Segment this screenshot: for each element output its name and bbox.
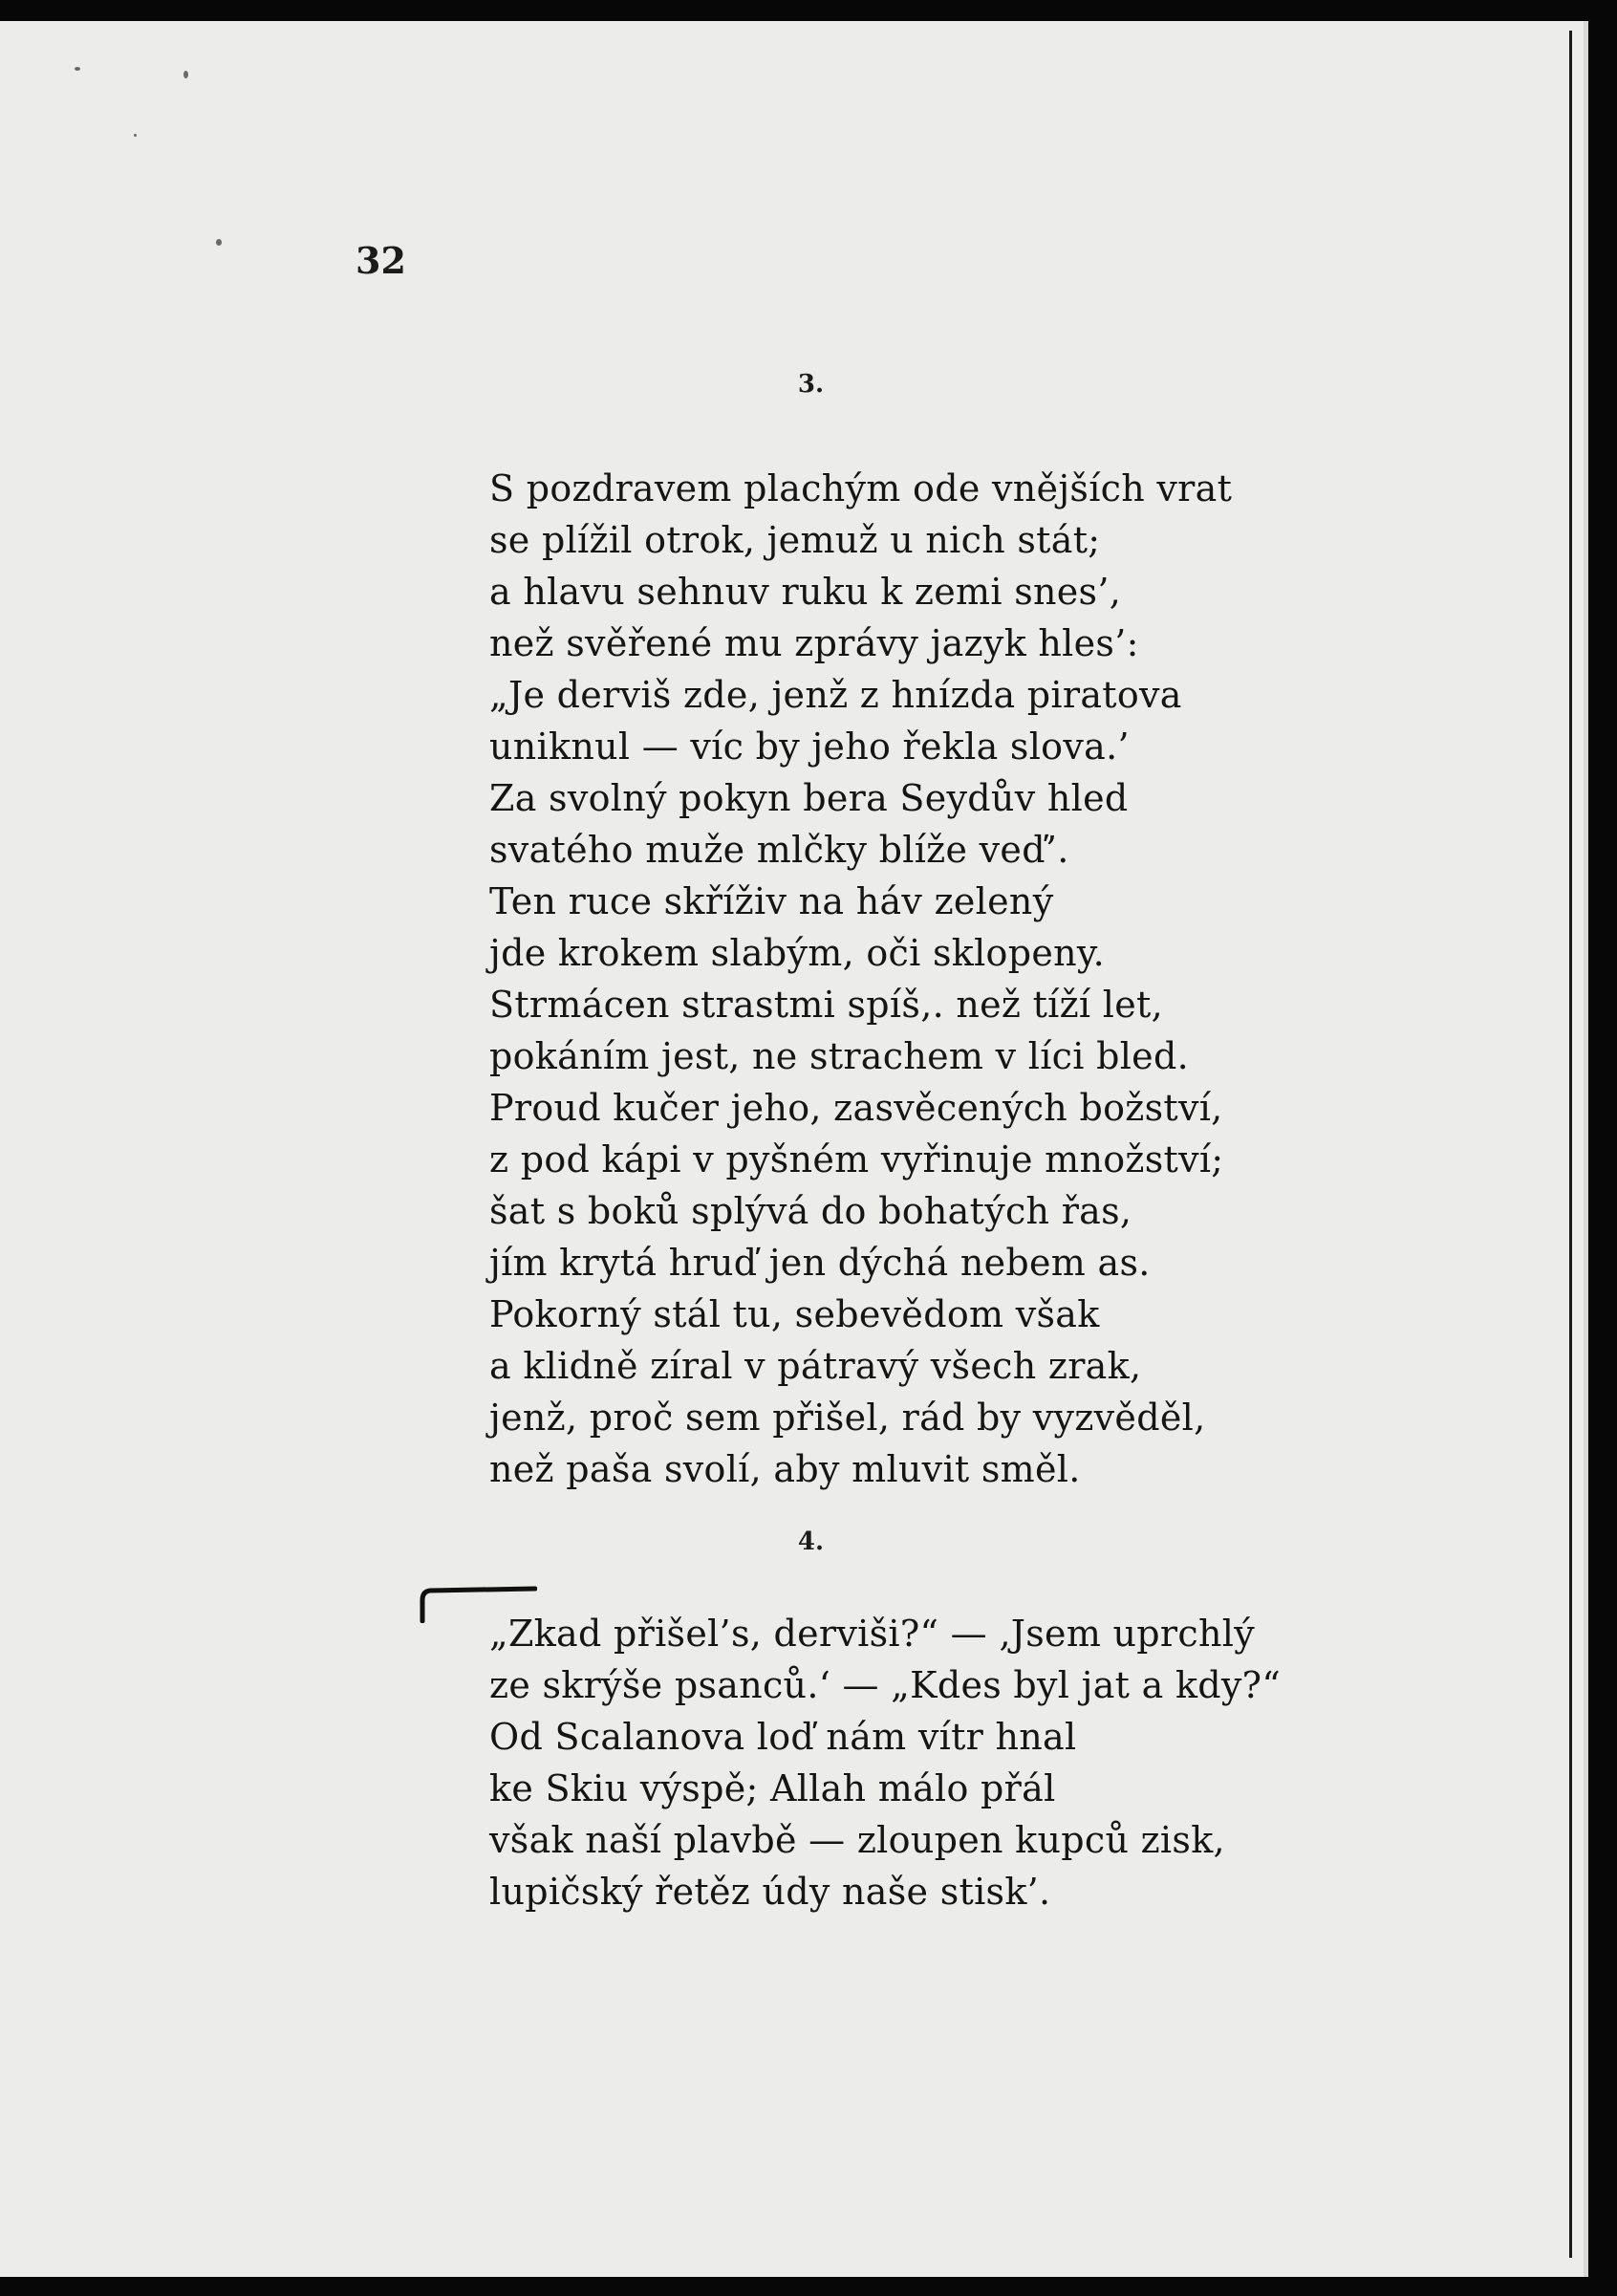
verse-line: Za svolný pokyn bera Seydův hled: [489, 777, 1129, 819]
verse-line: Ten ruce skříživ na háv zelený: [489, 880, 1054, 922]
poem-stanza-3: [489, 463, 1232, 1495]
print-speck: [75, 67, 80, 71]
verse-line: šat s boků splývá do bohatých řas,: [489, 1190, 1132, 1232]
section-number-3: 3.: [797, 370, 825, 399]
verse-line: ke Skiu výspě; Allah málo přál: [489, 1767, 1056, 1809]
verse-line: „Je derviš zde, jenž z hnízda piratova: [489, 674, 1182, 716]
page-edge-shadow: [1569, 31, 1572, 2258]
verse-line: svatého muže mlčky blíže veď’.: [489, 829, 1069, 871]
verse-line: pokáním jest, ne strachem v líci bled.: [489, 1035, 1189, 1077]
verse-line: a klidně zíral v pátravý všech zrak,: [489, 1345, 1142, 1387]
verse-line: z pod kápi v pyšném vyřinuje množství;: [489, 1138, 1224, 1180]
verse-line: „Zkad přišel’s, derviši?“ — ‚Jsem uprchlý: [489, 1613, 1255, 1655]
print-speck: [183, 71, 188, 78]
book-page: [0, 21, 1588, 2277]
verse-line: Od Scalanova loď nám vítr hnal: [489, 1716, 1077, 1758]
section-number-4: 4.: [797, 1527, 825, 1556]
verse-line: uniknul — víc by jeho řekla slova.’: [489, 726, 1130, 768]
verse-line: než svěřené mu zprávy jazyk hles’:: [489, 622, 1139, 664]
verse-line: však naší plavbě — zloupen kupců zisk,: [489, 1819, 1225, 1861]
print-speck: [134, 134, 137, 137]
page-number: 32: [356, 239, 406, 282]
verse-line: jím krytá hruď jen dýchá nebem as.: [489, 1242, 1151, 1284]
poem-stanza-4: [489, 1608, 1281, 1917]
verse-line: Pokorný stál tu, sebevědom však: [489, 1293, 1100, 1335]
verse-line: než paša svolí, aby mluvit směl.: [489, 1448, 1081, 1490]
verse-line: lupičský řetěz údy naše stisk’.: [489, 1871, 1051, 1913]
verse-line: Proud kučer jeho, zasvěcených božství,: [489, 1087, 1223, 1129]
verse-line: jenž, proč sem přišel, rád by vyzvěděl,: [489, 1397, 1206, 1439]
verse-line: a hlavu sehnuv ruku k zemi snes’,: [489, 571, 1122, 613]
verse-line: se plížil otrok, jemuž u nich stát;: [489, 519, 1101, 561]
verse-line: jde krokem slabým, oči sklopeny.: [489, 932, 1106, 974]
print-speck: [216, 239, 222, 246]
verse-line: S pozdravem plachým ode vnějších vrat: [489, 467, 1233, 509]
verse-line: ze skrýše psanců.‘ — „Kdes byl jat a kdy?“: [489, 1664, 1282, 1706]
verse-line: Strmácen strastmi spíš,. než tíží let,: [489, 984, 1163, 1026]
